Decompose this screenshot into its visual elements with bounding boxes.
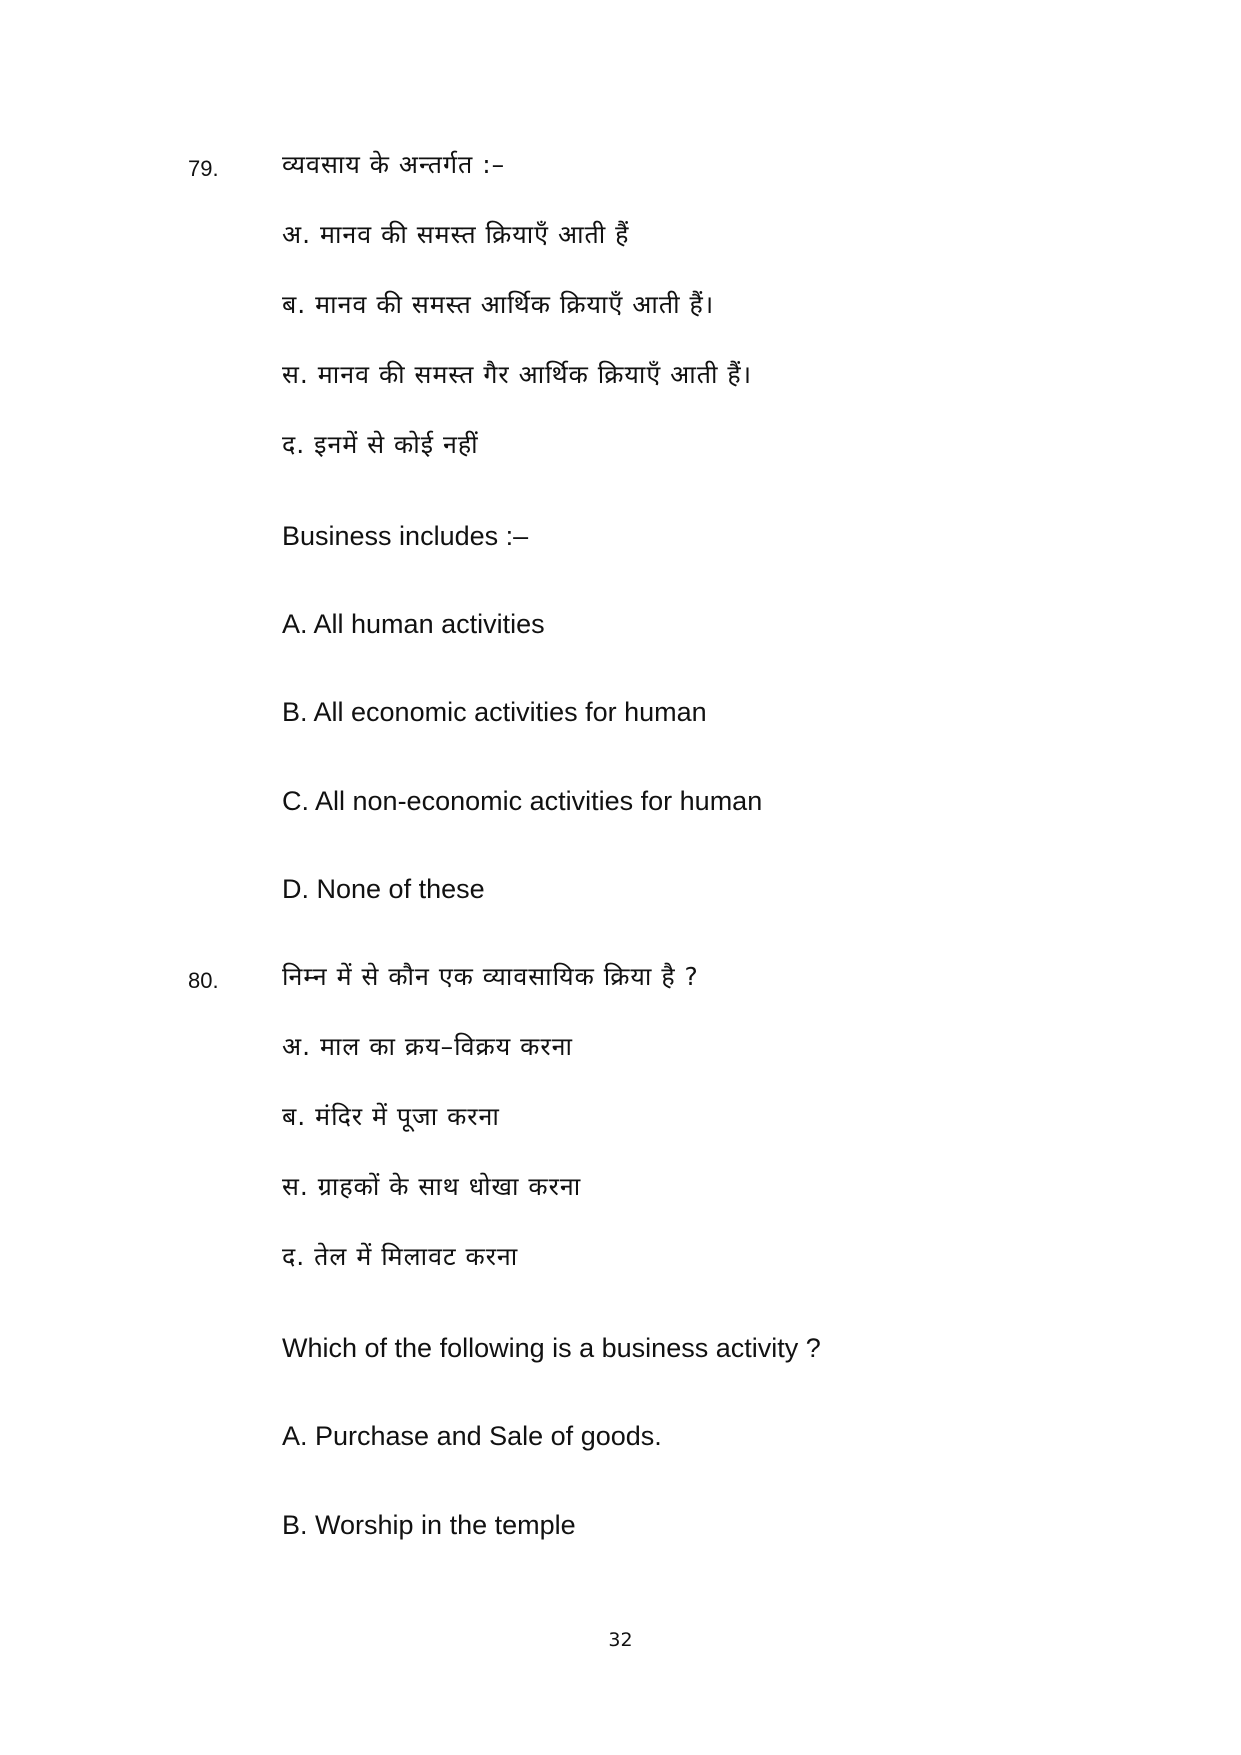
question-79-hindi-stem: व्यवसाय के अन्तर्गत :–	[282, 150, 506, 179]
question-number-79: 79.	[188, 156, 219, 181]
question-79-english-option-b: B. All economic activities for human	[282, 697, 707, 727]
question-80-english-option-b: B. Worship in the temple	[282, 1510, 576, 1540]
question-79-hindi-option-b: ब. मानव की समस्त आर्थिक क्रियाएँ आती हैं।	[282, 290, 715, 319]
question-80-english-stem: Which of the following is a business activity ?	[282, 1333, 821, 1363]
question-79-english-stem: Business includes :–	[282, 521, 529, 551]
question-80-hindi-option-c: स. ग्राहकों के साथ धोखा करना	[282, 1172, 582, 1201]
question-79-hindi-option-c: स. मानव की समस्त गैर आर्थिक क्रियाएँ आती हैं।	[282, 360, 753, 389]
question-80-hindi-option-d: द. तेल में मिलावट करना	[282, 1242, 519, 1271]
question-79-hindi-option-a: अ. मानव की समस्त क्रियाएँ आती हैं	[282, 220, 630, 249]
question-80-hindi-stem: निम्न में से कौन एक व्यावसायिक क्रिया है ?	[282, 962, 699, 991]
question-80-english-option-a: A. Purchase and Sale of goods.	[282, 1421, 662, 1451]
question-number-80: 80.	[188, 968, 219, 993]
question-79-english-option-a: A. All human activities	[282, 609, 545, 639]
question-80-hindi-option-a: अ. माल का क्रय–विक्रय करना	[282, 1032, 573, 1061]
question-79-english-option-d: D. None of these	[282, 874, 485, 904]
question-79-english-option-c: C. All non-economic activities for human	[282, 786, 763, 816]
question-80-hindi-option-b: ब. मंदिर में पूजा करना	[282, 1102, 500, 1131]
page-number: 32	[608, 1629, 633, 1651]
question-79-hindi-option-d: द. इनमें से कोई नहीं	[282, 430, 479, 459]
